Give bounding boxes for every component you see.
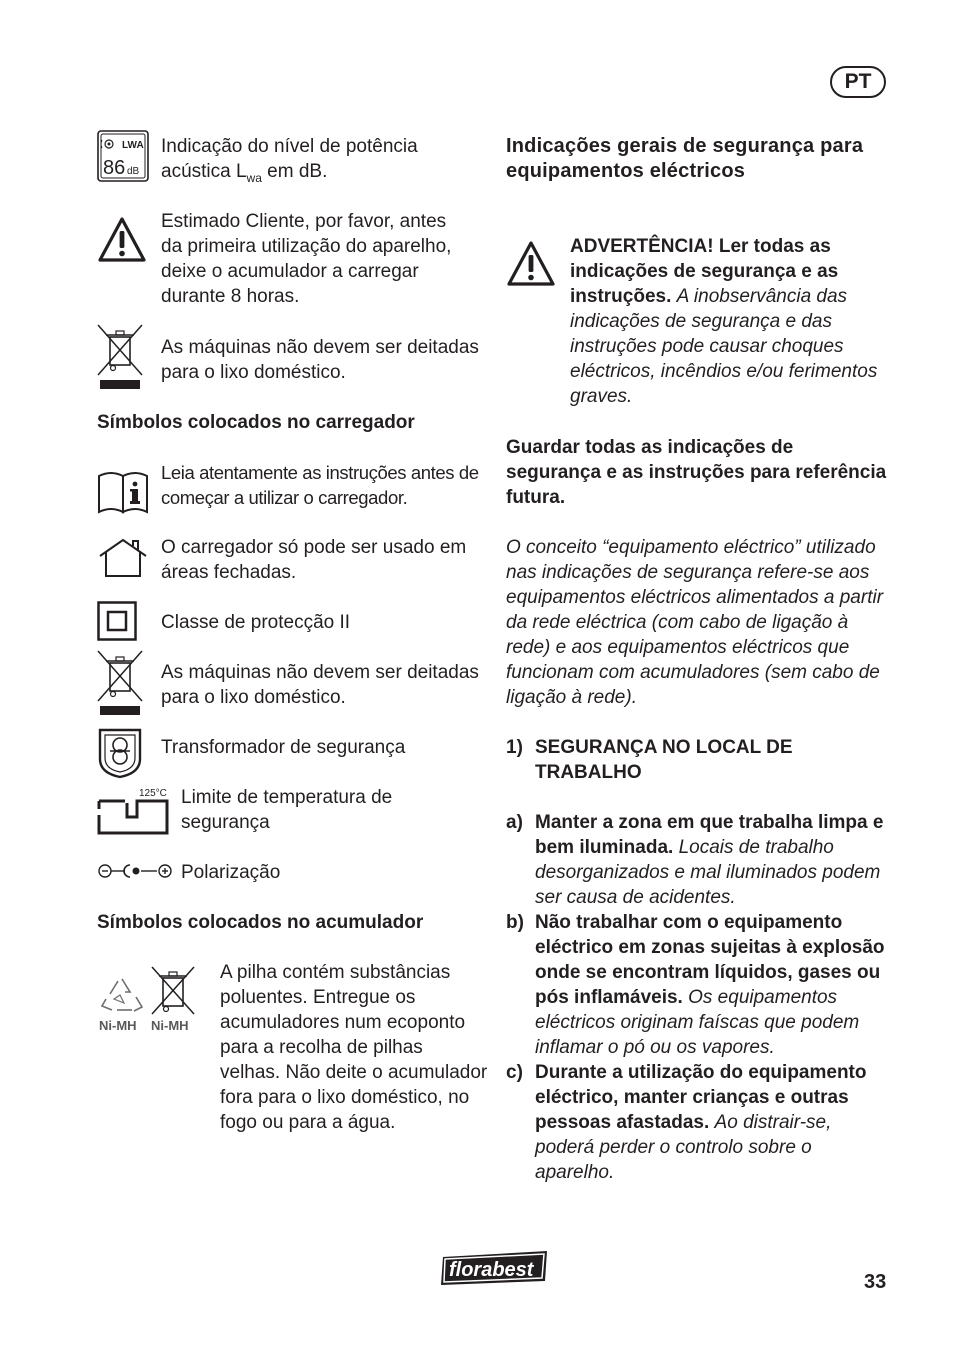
- crossed-bin-icon: [96, 649, 144, 717]
- temperature-limit-text: Limite de temperatura de segurança: [181, 787, 393, 833]
- indoor-use-text: O carregador só pode ser usado em áreas fechadas.: [161, 537, 467, 583]
- waste-notice-text-2: As máquinas não devem ser deitadas para o lixo doméstico.: [161, 662, 479, 708]
- read-manual-text: Leia atentamente as instruções antes de começar a utilizar o carregador.: [161, 462, 479, 508]
- safety-transformer-text: Transformador de segurança: [161, 737, 406, 758]
- safety-main-heading: Indicações gerais de segurança para equipamentos eléctricos: [506, 135, 864, 182]
- sound-icon-top-label: LWA: [122, 140, 144, 151]
- brand-logo: [439, 1245, 551, 1296]
- temperature-label: 125°C: [139, 788, 167, 799]
- concept-definition-text: O conceito “equipamento eléctrico” utilizado nas indicações de segurança refere-se aos equipamentos eléctricos alimentados a partir da rede eléctrica (com cabo de ligação à rede) e aos equipamentos eléctricos que funcionam com acumuladores (sem cabo de ligação à rede).: [506, 537, 884, 708]
- protection-class-2-text: Classe de protecção II: [161, 612, 351, 633]
- charge-notice-text: Estimado Cliente, por favor, antes da primeira utilização do aparelho, deixe o acumulador a carregar durante 8 horas.: [161, 211, 452, 307]
- brand-logo-text: florabest: [449, 1259, 534, 1281]
- battery-crossed-bin-icon: [149, 964, 197, 1016]
- keep-instructions-text: Guardar todas as indicações de segurança e as instruções para referência futura.: [506, 437, 887, 508]
- section-number: 1): [506, 737, 523, 758]
- battery-disposal-text: A pilha contém substâncias poluentes. Entregue os acumuladores num ecoponto para a recolha de pilhas velhas. Não deite o acumulador fora para o lixo doméstico, no fogo ou para a água.: [220, 962, 488, 1133]
- charger-symbols-heading: Símbolos colocados no carregador: [97, 412, 415, 433]
- sound-icon-value: 86: [103, 157, 126, 179]
- battery-symbols-heading: Símbolos colocados no acumulador: [97, 912, 424, 933]
- waste-notice-text-1: As máquinas não devem ser deitadas para o lixo doméstico.: [161, 337, 479, 383]
- warning-triangle-icon: [97, 216, 147, 264]
- polarity-icon: [97, 861, 177, 881]
- temperature-limit-icon: [97, 785, 173, 837]
- sound-power-text: Indicação do nível de potência acústica $L_{wa}$ em dB.: [161, 136, 418, 185]
- crossed-bin-icon: [96, 323, 144, 391]
- list-item: b) Não trabalhar com o equipamento eléctrico em zonas sujeitas à explosão onde se encontram líquidos, gases ou pós inflamáveis. Os equipamentos eléctricos originam faíscas que podem inflamar o pó ou os vapores.: [506, 912, 885, 1058]
- recycle-icon: [98, 975, 146, 1015]
- section-title: SEGURANÇA NO LOCAL DE TRABALHO: [535, 737, 793, 783]
- battery-type-label-1: Ni-MH: [99, 1018, 137, 1033]
- language-badge: PT: [830, 66, 886, 98]
- indoor-use-icon: [97, 537, 149, 579]
- list-item: a) Manter a zona em que trabalha limpa e bem iluminada. Locais de trabalho desorganizados e mal iluminados podem ser causa de acidentes.: [506, 812, 884, 908]
- sound-power-icon: [97, 130, 149, 182]
- sound-icon-unit: dB: [127, 166, 140, 177]
- list-item: c) Durante a utilização do equipamento eléctrico, manter crianças e outras pessoas afastadas. Ao distrair-se, poderá perder o controlo sobre o aparelho.: [506, 1062, 867, 1183]
- warning-triangle-icon: [506, 240, 556, 288]
- battery-type-label-2: Ni-MH: [151, 1018, 189, 1033]
- safety-transformer-icon: [97, 727, 143, 779]
- warning-paragraph: ADVERTÊNCIA! Ler todas as indicações de segurança e as instruções. A inobservância das indicações de segurança e das instruções pode causar choques eléctricos, incêndios e/ou ferimentos graves.: [570, 236, 878, 407]
- read-manual-icon: [97, 468, 149, 514]
- section-workplace-safety: [506, 735, 890, 785]
- page-number: 33: [864, 1271, 887, 1293]
- polarity-text: Polarização: [181, 862, 281, 883]
- protection-class-2-icon: [97, 601, 137, 641]
